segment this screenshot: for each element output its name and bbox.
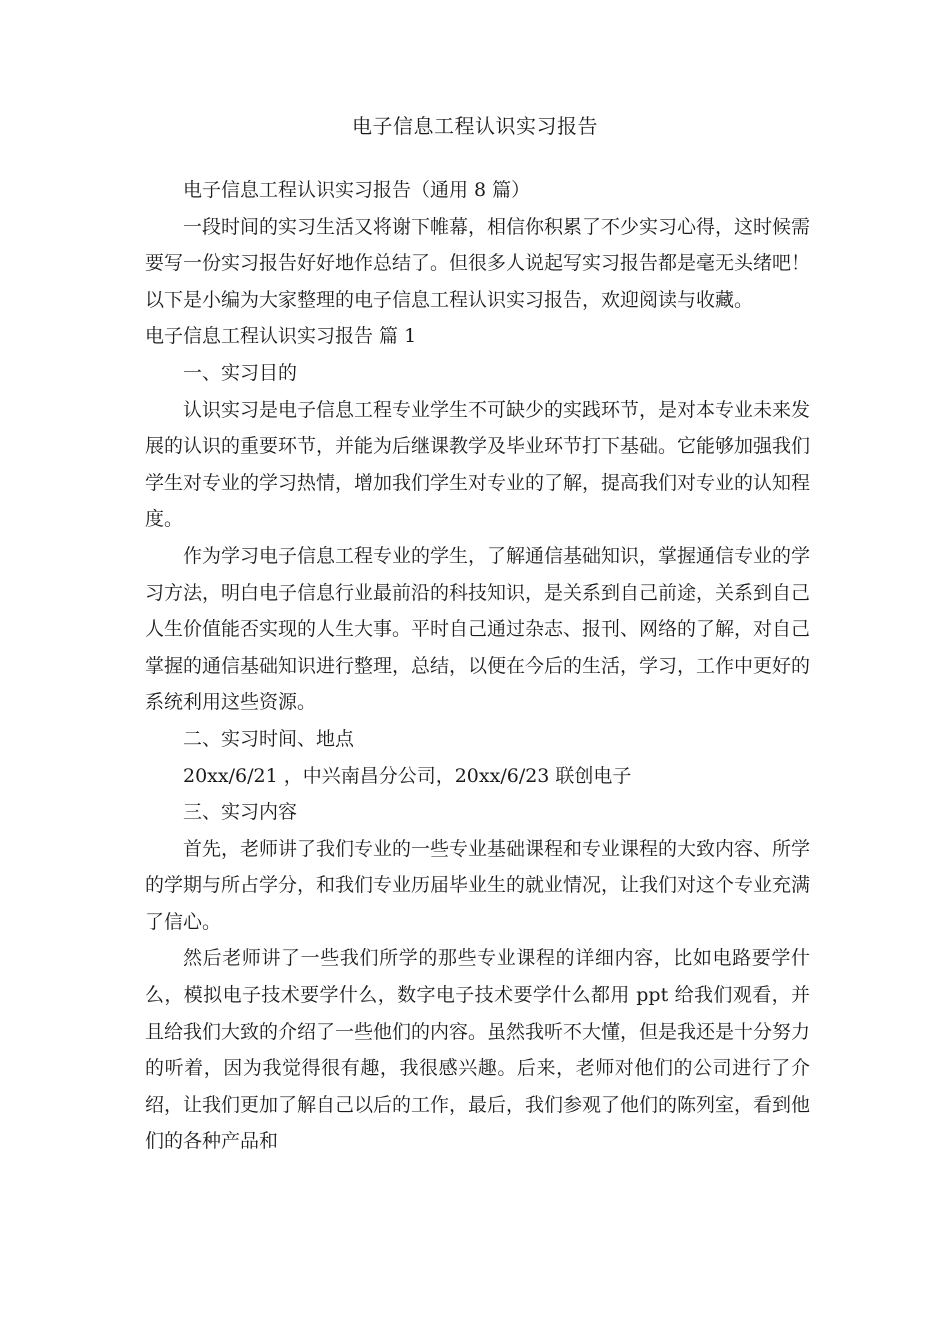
content-paragraph-2: 然后老师讲了一些我们所学的那些专业课程的详细内容，比如电路要学什么，模拟电子技术要学什么，数字电子技术要学什么都用 ppt 给我们观看，并且给我们大致的介绍了一些他们的内容。虽然我听不大懂，但是我还是十分努力的听着，因为我觉得很有趣，我很感兴趣。后来，老师对他们的公司进行了介绍，让我们更加了解自己以后的工作，最后，我们参观了他们的陈列室，看到他们的各种产品和: [145, 947, 811, 1153]
section-heading: 电子信息工程认识实习报告 篇 1: [145, 325, 417, 348]
intro-paragraph: 一段时间的实习生活又将谢下帷幕，相信你积累了不少实习心得，这时候需要写一份实习报告好好地作总结了。但很多人说起写实习报告都是毫无头绪吧！以下是小编为大家整理的电子信息工程认识实习报告，欢迎阅读与收藏。: [145, 215, 811, 311]
document-body: [145, 172, 810, 1160]
purpose-paragraph-1: 认识实习是电子信息工程专业学生不可缺少的实践环节，是对本专业未来发展的认识的重要环节，并能为后继课教学及毕业环节打下基础。它能够加强我们学生对专业的学习热情，增加我们学生对专业的了解，提高我们对专业的认知程度。: [145, 398, 811, 531]
document-title: 电子信息工程认识实习报告: [352, 114, 598, 138]
heading-purpose: 一、实习目的: [183, 361, 298, 384]
subtitle-paragraph: 电子信息工程认识实习报告（通用 8 篇）: [183, 179, 531, 201]
heading-content: 三、实习内容: [183, 801, 298, 824]
time-place-paragraph: 20xx/6/21 ，中兴南昌分公司，20xx/6/23 联创电子: [183, 764, 632, 787]
purpose-paragraph-2: 作为学习电子信息工程专业的学生，了解通信基础知识，掌握通信专业的学习方法，明白电子信息行业最前沿的科技知识，是关系到自己前途，关系到自己人生价值能否实现的人生大事。平时自己通过杂志、报刊、网络的了解，对自己掌握的通信基础知识进行整理，总结，以便在今后的生活，学习，工作中更好的系统利用这些资源。: [145, 544, 811, 714]
heading-time-place: 二、实习时间、地点: [183, 727, 355, 750]
content-paragraph-1: 首先，老师讲了我们专业的一些专业基础课程和专业课程的大致内容、所学的学期与所占学分，和我们专业历届毕业生的就业情况，让我们对这个专业充满了信心。: [145, 837, 811, 933]
